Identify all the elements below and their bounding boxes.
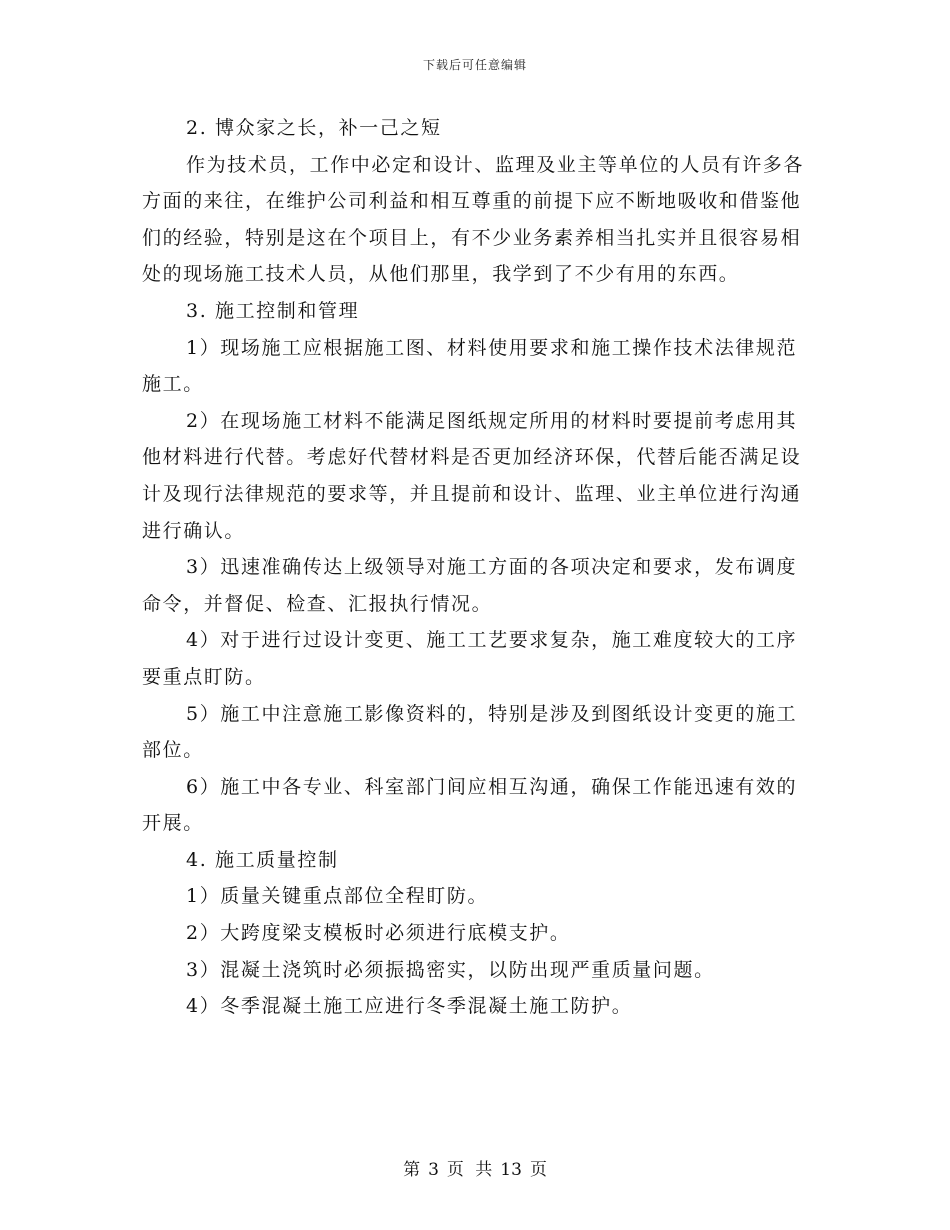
list-item: 2）大跨度梁支模板时必须进行底模支护。 xyxy=(186,922,571,945)
list-item: 2）在现场施工材料不能满足图纸规定所用的材料时要提前考虑用其他材料进行代替。考虑好代替材料是否更加经济环保，代替后能否满足设计及现行法律规范的要求等，并且提前和设计、监理、业主单位进行沟通进行确认。 xyxy=(142,409,802,542)
list-item: 4）对于进行过设计变更、施工工艺要求复杂，施工难度较大的工序要重点盯防。 xyxy=(142,629,798,688)
page-header: 下载后可任意编辑 xyxy=(422,58,527,72)
list-item: 3）迅速准确传达上级领导对施工方面的各项决定和要求，发布调度命令，并督促、检查、汇报执行情况。 xyxy=(142,556,798,615)
list-item: 1）质量关键重点部位全程盯防。 xyxy=(186,885,489,908)
list-item: 4）冬季混凝土施工应进行冬季混凝土施工防护。 xyxy=(186,995,633,1018)
list-item: 6）施工中各专业、科室部门间应相互沟通，确保工作能迅速有效的开展。 xyxy=(142,775,798,835)
section-heading: 4. 施工质量控制 xyxy=(186,848,339,871)
section-heading: 3. 施工控制和管理 xyxy=(186,299,360,322)
page-footer xyxy=(0,1155,950,1180)
page-number-mid: 页 共 xyxy=(446,1160,493,1180)
paragraph: 作为技术员，工作中必定和设计、监理及业主等单位的人员有许多各方面的来往，在维护公司利益和相互尊重的前提下应不断地吸收和借鉴他们的经验，特别是这在个项目上，有不少业务素养相当扎实并且很容易相处的现场施工技术人员，从他们那里，我学到了不少有用的东西。 xyxy=(142,153,805,286)
page-number-prefix: 第 xyxy=(403,1160,421,1180)
page-number-current: 3 xyxy=(428,1160,439,1180)
list-item: 1）现场施工应根据施工图、材料使用要求和施工操作技术法律规范施工。 xyxy=(142,336,798,396)
list-item: 5）施工中注意施工影像资料的，特别是涉及到图纸设计变更的施工部位。 xyxy=(142,702,798,762)
document-body xyxy=(142,110,810,1025)
list-item: 3）混凝土浇筑时必须振捣密实，以防出现严重质量问题。 xyxy=(186,958,715,981)
section-heading: 2. 博众家之长，补一己之短 xyxy=(186,117,442,139)
page-number-total: 13 xyxy=(500,1160,522,1180)
page-number-suffix: 页 xyxy=(529,1160,547,1180)
